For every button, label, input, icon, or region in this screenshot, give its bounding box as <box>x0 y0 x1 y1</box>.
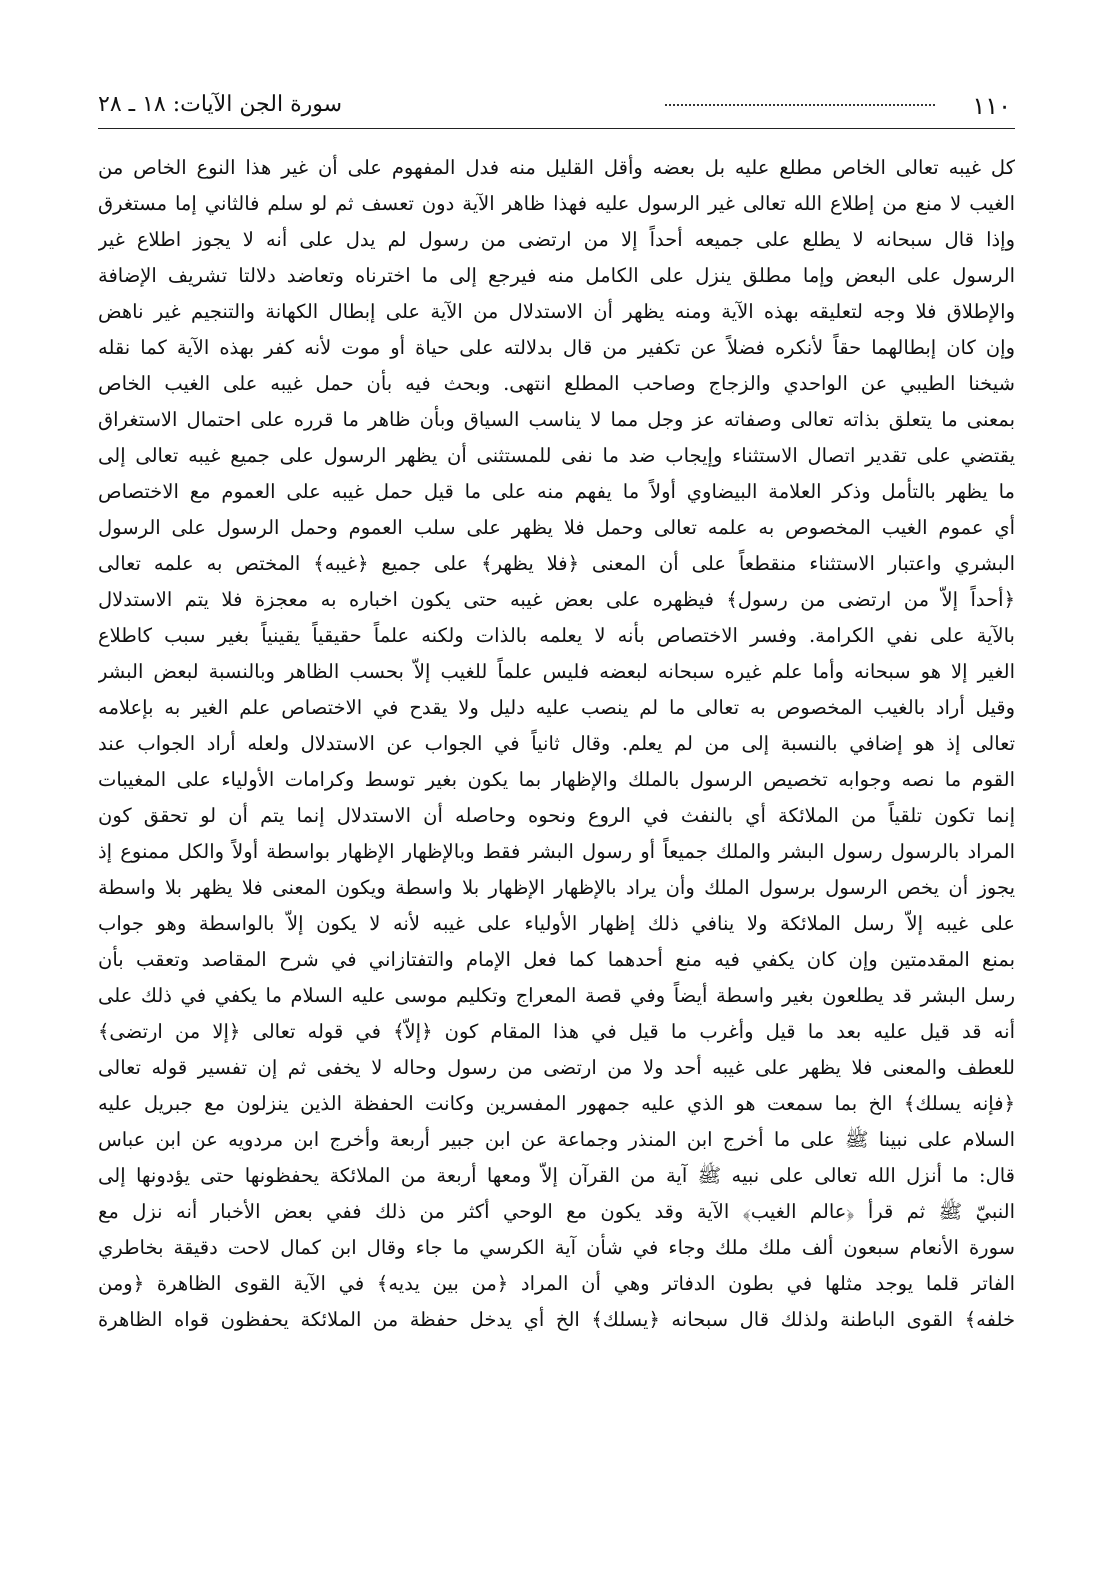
text-line: ما يظهر بالتأمل وذكر العلامة البيضاوي أولاً ما يفهم منه على ما قيل حمل غيبه على العموم مع الاختصاص <box>98 480 1015 503</box>
text-line: أي عموم الغيب المخصوص به علمه تعالى وحمل فلا يظهر على سلب العموم وحمل الرسول على الرسول <box>98 516 1015 539</box>
text-line: بمعنى ما يتعلق بذاته تعالى وصفاته عز وجل مما لا يناسب السياق وبأن ظاهر ما قرره على احتمال الاستغراق <box>98 408 1015 431</box>
text-line: ﴿فإنه يسلك﴾ الخ بما سمعت هو الذي عليه جمهور المفسرين وكانت الحفظة الذين ينزلون مع جبريل عليه <box>98 1092 1015 1115</box>
page-number: ١١٠ <box>972 92 1011 120</box>
text-line: قال: ما أنزل الله تعالى على نبيه ﷺ آية من القرآن إلاّ ومعها أربعة من الملائكة يحفظونها حتى يؤدونها إلى <box>98 1164 1015 1187</box>
text-line: بالآية على نفي الكرامة. وفسر الاختصاص بأنه لا يعلمه بالذات ولكنه علماً حقيقياً يقينياً بغير سبب كاطلاع <box>98 624 1015 647</box>
text-line: وإن كان إبطالهما حقاً لأنكره فضلاً عن تكفير من قال بدلالته على حياة أو موت لأنه كفر بهذه الآية كما نقله <box>98 336 1015 359</box>
text-line: شيخنا الطيبي عن الواحدي والزجاج وصاحب المطلع انتهى. وبحث فيه بأن حمل غيبه على الغيب الخاص <box>98 372 1015 395</box>
text-line: القوم ما نصه وجوابه تخصيص الرسول بالملك والإظهار بما يكون بغير توسط وكرامات الأولياء على المغيبات <box>98 768 1015 791</box>
text-line: النبيّ ﷺ ثم قرأ ﴿عالم الغيب﴾ الآية وقد يكون مع الوحي أكثر من ذلك ففي بعض الأخبار أنه نزل مع <box>98 1200 1015 1223</box>
text-line: الرسول على البعض وإما مطلق ينزل على الكامل منه فيرجع إلى ما اخترناه وتعاضد دلالتا تشريف الإضافة <box>98 264 1015 287</box>
text-line: يقتضي على تقدير اتصال الاستثناء وإيجاب ضد ما نفى للمستثنى أن يظهر الرسول على جميع غيبه تعالى إلى <box>98 444 1015 467</box>
text-line: الغير إلا هو سبحانه وأما علم غيره سبحانه لبعضه فليس علماً للغيب إلاّ بحسب الظاهر وبالنسبة لبعض البشر <box>98 660 1015 683</box>
text-line: ﴿أحداً إلاّ من ارتضى من رسول﴾ فيظهره على بعض غيبه حتى يكون اخباره به معجزة فلا يتم الاستدلال <box>98 588 1015 611</box>
text-line: البشري واعتبار الاستثناء منقطعاً على أن المعنى ﴿فلا يظهر﴾ على جميع ﴿غيبه﴾ المختص به علمه تعالى <box>98 552 1015 575</box>
text-line: المراد بالرسول رسول البشر والملك جميعاً أو رسول البشر فقط وبالإظهار الإظهار بواسطة أولاً والكل ممنوع إذ <box>98 840 1015 863</box>
text-line: خلفه﴾ القوى الباطنة ولذلك قال سبحانه ﴿يسلك﴾ الخ أي يدخل حفظة من الملائكة يحفظون قواه الظاهرة <box>98 1308 1015 1331</box>
text-line: للعطف والمعنى فلا يظهر على غيبه أحد ولا من ارتضى من رسول وحاله لا يخفى ثم إن تفسير قوله تعالى <box>98 1056 1015 1079</box>
page-header <box>98 88 1015 129</box>
text-line: السلام على نبينا ﷺ على ما أخرج ابن المنذر وجماعة عن ابن جبير أربعة وأخرج ابن مردويه عن ابن عباس <box>98 1128 1015 1151</box>
text-line: على غيبه إلاّ رسل الملائكة ولا ينافي ذلك إظهار الأولياء على غيبه لأنه لا يكون إلاّ بالواسطة وهو جواب <box>98 912 1015 935</box>
text-line: وقيل أراد بالغيب المخصوص به تعالى ما لم ينصب عليه دليل ولا يقدح في الاختصاص علم الغير به بإعلامه <box>98 696 1015 719</box>
running-title: سورة الجن الآيات: ١٨ ـ ٢٨ <box>98 92 343 117</box>
text-line: تعالى إذ هو إضافي بالنسبة إلى من لم يعلم. وقال ثانياً في الجواب عن الاستدلال ولعله أراد الجواب عند <box>98 732 1015 755</box>
text-line: يجوز أن يخص الرسول برسول الملك وأن يراد بالإظهار الإظهار بلا واسطة ويكون المعنى فلا يظهر بلا واسطة <box>98 876 1015 899</box>
text-line: كل غيبه تعالى الخاص مطلع عليه بل بعضه وأقل القليل منه فدل المفهوم على أن غير هذا النوع الخاص من <box>98 156 1015 179</box>
body-text <box>98 150 1015 1555</box>
text-line: الغيب لا منع من إطلاع الله تعالى غير الرسول عليه فهذا ظاهر الآية دون تعسف ثم لو سلم فالثاني إما مستغرق <box>98 192 1015 215</box>
text-line: والإطلاق فلا وجه لتعليقه بهذه الآية ومنه يظهر أن الاستدلال من الآية على إبطال الكهانة والتنجيم غير ناهض <box>98 300 1015 323</box>
text-line: سورة الأنعام سبعون ألف ملك ملك وجاء في شأن آية الكرسي ما جاء وقال ابن كمال لاحت دقيقة بخاطري <box>98 1236 1015 1259</box>
text-line: بمنع المقدمتين وإن كان يكفي فيه منع أحدهما كما فعل الإمام والتفتازاني في شرح المقاصد وتعقب بأن <box>98 948 1015 971</box>
header-dotted-leader <box>665 104 935 106</box>
text-line: وإذا قال سبحانه لا يطلع على جميعه أحداً إلا من ارتضى من رسول لم يدل على أنه لا يجوز اطلاع غير <box>98 228 1015 251</box>
text-line: أنه قد قيل عليه بعد ما قيل وأغرب ما قيل في هذا المقام كون ﴿إلاّ﴾ في قوله تعالى ﴿إلا من ارتضى﴾ <box>98 1020 1015 1043</box>
text-line: رسل البشر قد يطلعون بغير واسطة أيضاً وفي قصة المعراج وتكليم موسى عليه السلام ما يكفي في ذلك على <box>98 984 1015 1007</box>
text-line: الفاتر قلما يوجد مثلها في بطون الدفاتر وهي أن المراد ﴿من بين يديه﴾ في الآية القوى الظاهرة ﴿ومن <box>98 1272 1015 1295</box>
text-line: إنما تكون تلقياً من الملائكة أي بالنفث في الروع ونحوه وحاصله أن الاستدلال إنما يتم أن لو تحقق كون <box>98 804 1015 827</box>
